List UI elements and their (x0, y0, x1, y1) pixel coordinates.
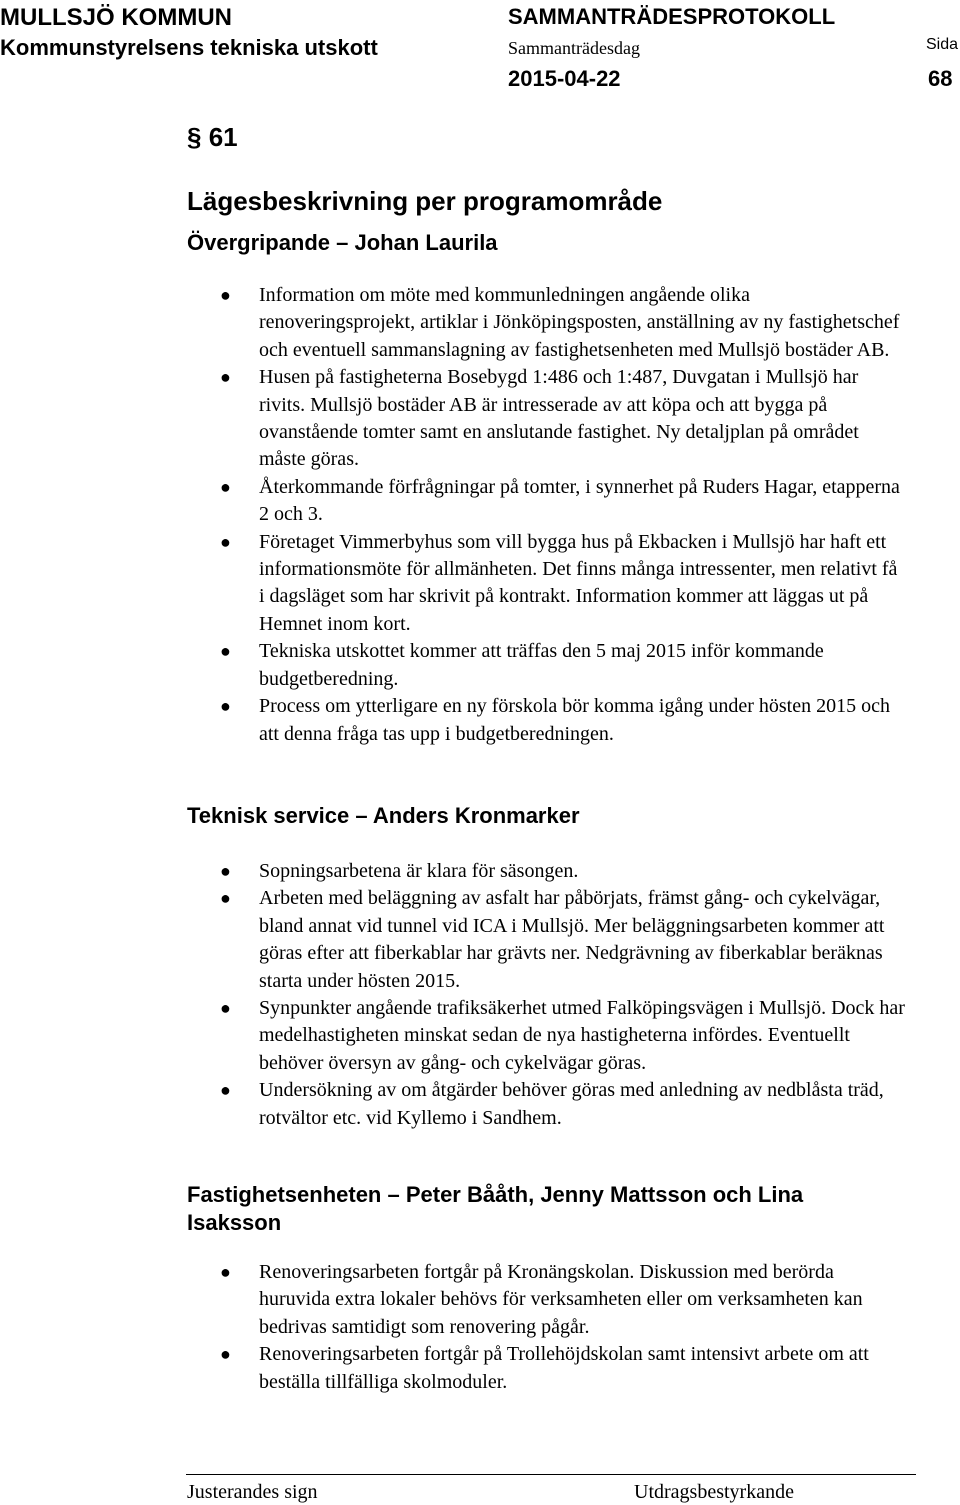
section-title: Lägesbeskrivning per programområde (187, 186, 663, 216)
footer-divider (186, 1474, 916, 1475)
meeting-date: 2015-04-22 (508, 66, 621, 91)
group-heading-fastighetsenheten: Fastighetsenheten – Peter Bååth, Jenny Mattsson och Lina Isaksson (187, 1182, 804, 1235)
bullet-icon: ● (220, 641, 231, 662)
bullet-icon: ● (220, 861, 231, 881)
committee-name: Kommunstyrelsens tekniska utskott (0, 35, 378, 60)
bullet-icon: ● (220, 998, 231, 1019)
bullet-icon: ● (220, 531, 231, 552)
list-item: ● Sopningsarbetena är klara för säsongen. (186, 858, 906, 885)
list-item: ● Process om ytterligare en ny förskola bör komma igång under hösten 2015 och att denna fråga tas upp i budgetberedningen. (220, 695, 890, 745)
footer-extract-certification: Utdragsbestyrkande (634, 1481, 794, 1503)
bullet-icon: ● (220, 1080, 231, 1101)
organization-name: MULLSJÖ KOMMUN (0, 4, 232, 31)
meeting-date-label: Sammanträdesdag (508, 38, 640, 58)
paragraph-symbol: § (187, 122, 202, 152)
group-heading-teknisk-service: Teknisk service – Anders Kronmarker (187, 803, 580, 828)
list-item: ● Information om möte med kommunledningen angående olika renoveringsprojekt, artiklar i Jönköpingsposten, anställning av ny fastighetschef och eventuell sammanslagning av fastighetsenheten med Mullsjö bostäder AB. (220, 284, 900, 361)
page-number: 68 (928, 66, 953, 91)
list-item: ● Renoveringsarbeten fortgår på Trollehöjdskolan samt intensivt arbete om att beställa tillfälliga skolmoduler. (220, 1343, 869, 1393)
bullet-icon: ● (220, 888, 231, 909)
list-item: ● Arbeten med beläggning av asfalt har påbörjats, främst gång- och cykelvägar, bland annat vid tunnel vid ICA i Mullsjö. Mer beläggningsarbeten kommer att göras efter att fiberkablar har grävts ner. Nedgrävning av fiberkablar beräknas starta under hösten 2015. (220, 887, 885, 992)
group-list-fastighetsenheten (186, 1259, 906, 1396)
list-item: ● Renoveringsarbeten fortgår på Kronängskolan. Diskussion med berörda huruvida extra lokaler behövs för verksamheten eller om verksamheten kan bedrivas samtidigt som renovering pågår. (220, 1261, 863, 1338)
list-item: ● Företaget Vimmerbyhus som vill bygga hus på Ekbacken i Mullsjö har haft ett informationsmöte för allmänheten. Det finns många intressenter, men relativt få i dagsläget som har skrivit på kontrakt. Information kommer att läggas ut på Hemnet inom kort. (220, 530, 898, 635)
bullet-icon: ● (220, 1262, 231, 1282)
bullet-icon: ● (220, 476, 231, 497)
list-item: ● Husen på fastigheterna Bosebygd 1:486 och 1:487, Duvgatan i Mullsjö har rivits. Mullsjö bostäder AB är intresserade av att köpa och att bygga på ovanstående tomter samt en anslutande fastighet. Ny detaljplan på området måste göras. (220, 366, 859, 471)
list-item: ● Undersökning av om åtgärder behöver göras med anledning av nedblåsta träd, rotvältor etc. vid Kyllemo i Sandhem. (220, 1079, 884, 1129)
footer-adjuster-signature: Justerandes sign (187, 1481, 318, 1503)
list-item: ● Tekniska utskottet kommer att träffas den 5 maj 2015 inför kommande budgetberedning. (220, 640, 824, 690)
page-label: Sida (926, 36, 959, 53)
bullet-icon: ● (220, 1344, 231, 1365)
bullet-icon: ● (220, 367, 231, 388)
bullet-icon: ● (220, 696, 231, 717)
group-list-overgripande (186, 282, 906, 748)
section-number-value: 61 (208, 122, 238, 152)
list-item: ● Synpunkter angående trafiksäkerhet utmed Falköpingsvägen i Mullsjö. Dock har medelhastigheten minskat sedan de nya hastigheterna infördes. Eventuellt behöver översyn av gång- och cykelvägar göras. (220, 997, 905, 1074)
group-heading-overgripande: Övergripande – Johan Laurila (187, 230, 498, 255)
document-type: SAMMANTRÄDESPROTOKOLL (508, 4, 836, 29)
section-number (187, 121, 238, 153)
list-item: ● Återkommande förfrågningar på tomter, i synnerhet på Ruders Hagar, etapperna 2 och 3. (220, 475, 900, 526)
group-list-teknisk-service (186, 858, 906, 1132)
bullet-icon: ● (220, 285, 231, 305)
